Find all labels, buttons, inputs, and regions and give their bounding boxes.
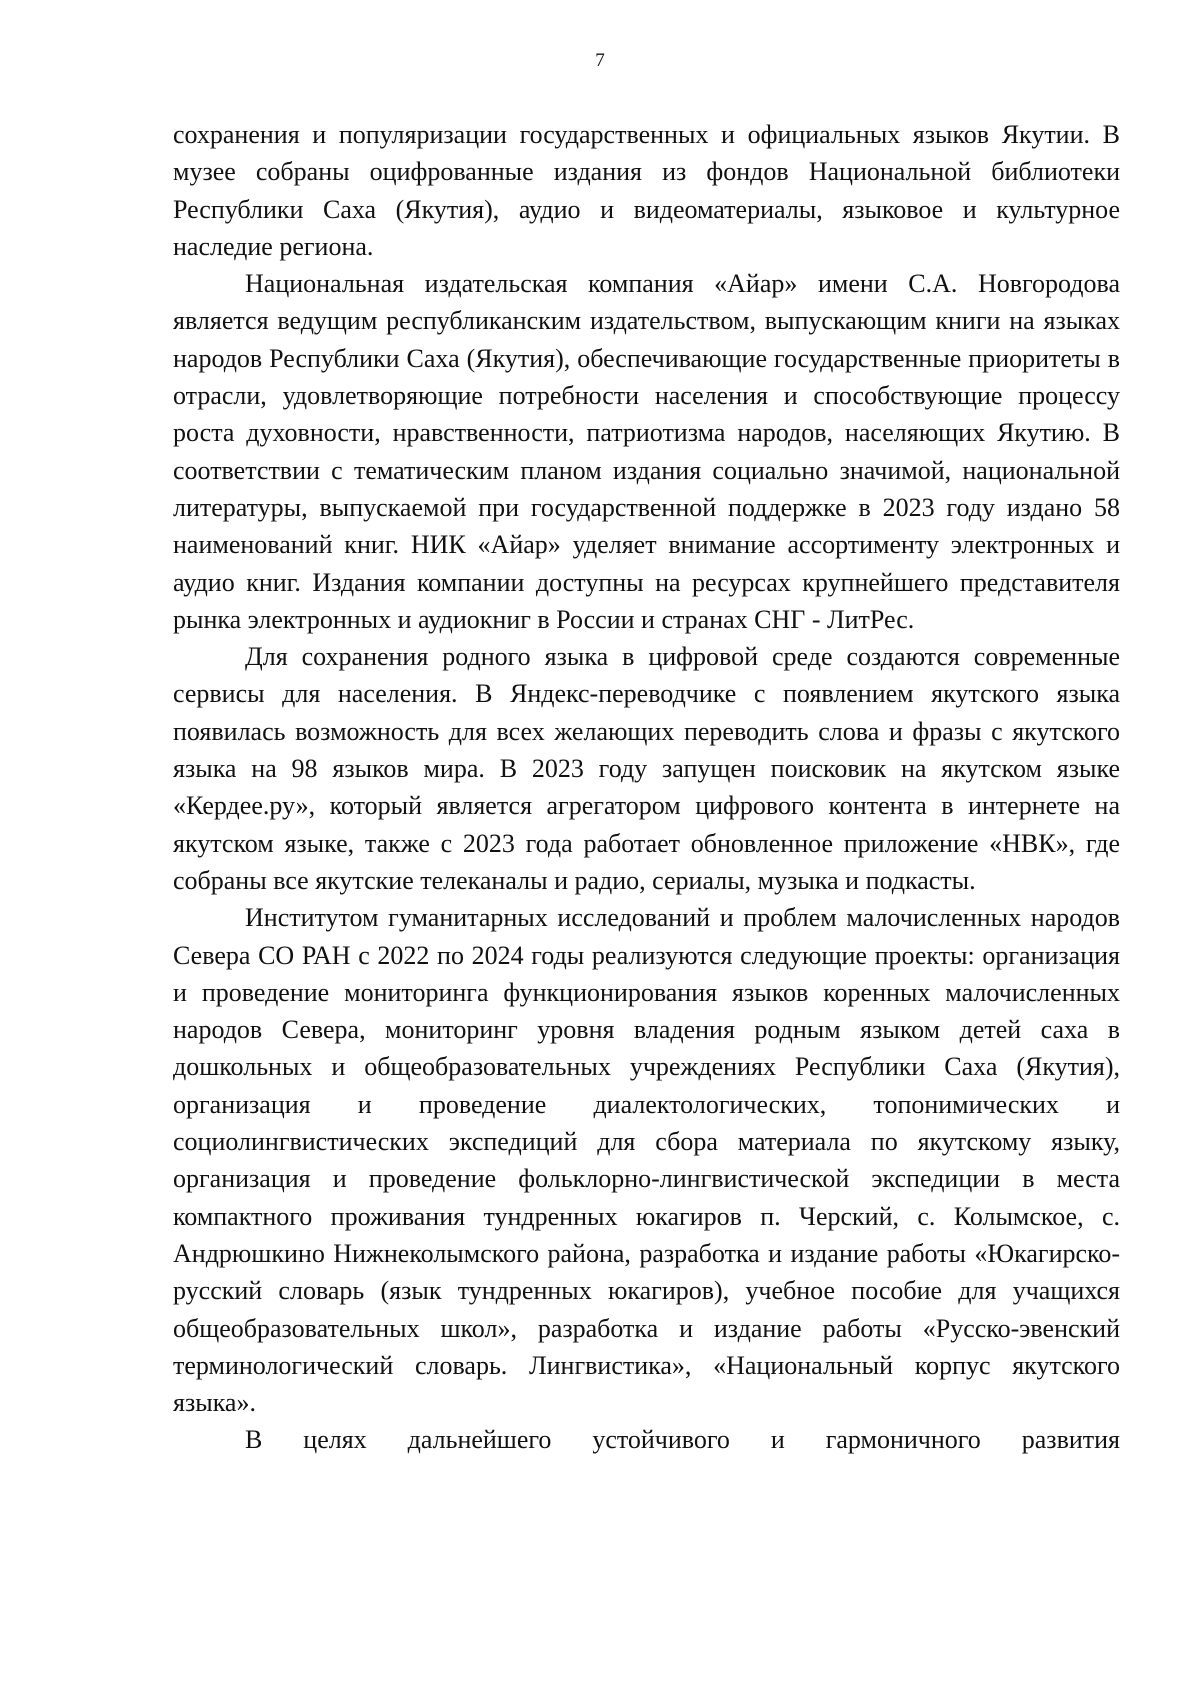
- document-body: [173, 116, 1120, 1459]
- paragraph-institute-projects: Институтом гуманитарных исследований и проблем малочисленных народов Севера СО РАН с 2022 по 2024 годы реализуются следующие проекты: организация и проведение мониторинга функционирования языков коренных малочисленных народов Севера, мониторинг уровня владения родным языком детей саха в дошкольных и общеобразовательных учреждениях Республики Саха (Якутия), организация и проведение диалектологических, топонимических и социолингвистических экспедиций для сбора материала по якутскому языку, организация и проведение фольклорно-лингвистической экспедиции в места компактного проживания тундренных юкагиров п. Черский, с. Колымское, с. Андрюшкино Нижнеколымского района, разработка и издание работы «Юкагирско-русский словарь (язык тундренных юкагиров), учебное пособие для учащихся общеобразовательных школ», разработка и издание работы «Русско-эвенский терминологический словарь. Лингвистика», «Национальный корпус якутского языка».: [173, 903, 1120, 1418]
- page-number: 7: [595, 50, 605, 71]
- paragraph-development-goals: В целях дальнейшего устойчивого и гармоничного развития: [245, 1425, 1120, 1455]
- paragraph-ayar-publishing: Национальная издательская компания «Айар» имени С.А. Новгородова является ведущим республиканским издательством, выпускающим книги на языках народов Республики Саха (Якутия), обеспечивающие государственные приоритеты в отрасли, удовлетворяющие потребности населения и способствующие процессу роста духовности, нравственности, патриотизма народов, населяющих Якутию. В соответствии с тематическим планом издания социально значимой, национальной литературы, выпускаемой при государственной поддержке в 2023 году издано 58 наименований книг. НИК «Айар» уделяет внимание ассортименту электронных и аудио книг. Издания компании доступны на ресурсах крупнейшего представителя рынка электронных и аудиокниг в России и странах СНГ - ЛитРес.: [173, 269, 1120, 634]
- paragraph-museum-continuation: сохранения и популяризации государственных и официальных языков Якутии. В музее собраны оцифрованные издания из фондов Национальной библиотеки Республики Саха (Якутия), аудио и видеоматериалы, языковое и культурное наследие региона.: [173, 120, 1120, 261]
- paragraph-digital-services: Для сохранения родного языка в цифровой среде создаются современные сервисы для населения. В Яндекс-переводчике с появлением якутского языка появилась возможность для всех желающих переводить слова и фразы с якутского языка на 98 языков мира. В 2023 году запущен поисковик на якутском языке «Кердее.ру», который является агрегатором цифрового контента в интернете на якутском языке, также с 2023 года работает обновленное приложение «НВК», где собраны все якутские телеканалы и радио, сериалы, музыка и подкасты.: [173, 642, 1120, 895]
